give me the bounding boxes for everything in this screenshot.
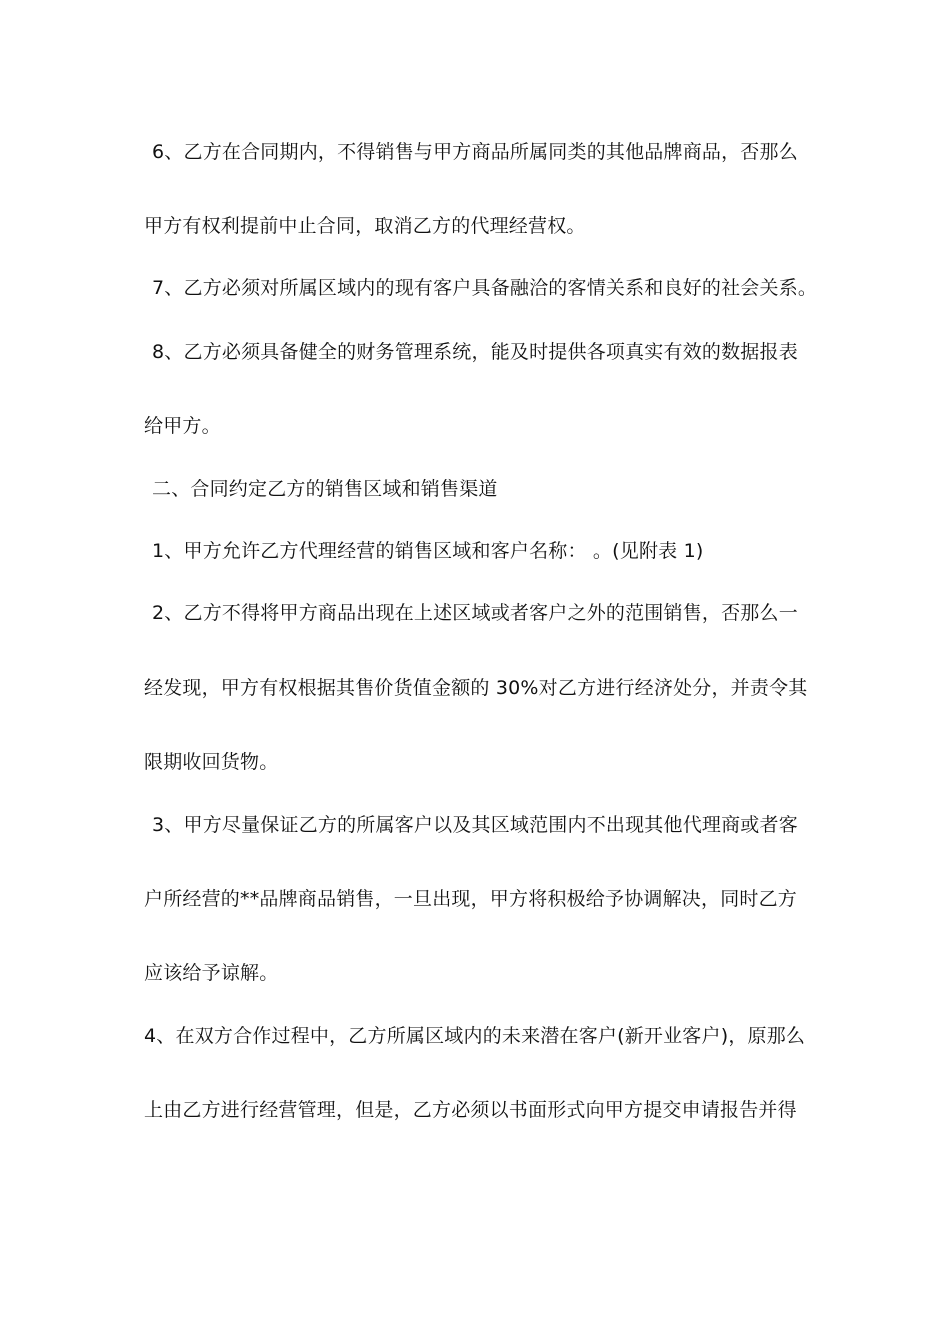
section2-clause-2-line-2: 经发现，甲方有权根据其售价货值金额的 30%对乙方进行经济处分，并责令其 xyxy=(144,677,808,699)
clause-6-line-1: 6、乙方在合同期内，不得销售与甲方商品所属同类的其他品牌商品，否那么 xyxy=(152,141,798,163)
clause-6-line-2: 甲方有权利提前中止合同，取消乙方的代理经营权。 xyxy=(144,215,586,237)
section2-clause-3-line-1: 3、甲方尽量保证乙方的所属客户以及其区域范围内不出现其他代理商或者客 xyxy=(152,814,798,836)
clause-8-line-1: 8、乙方必须具备健全的财务管理系统，能及时提供各项真实有效的数据报表 xyxy=(152,341,798,363)
section-heading-2: 二、合同约定乙方的销售区域和销售渠道 xyxy=(152,478,498,500)
clause-8-line-2: 给甲方。 xyxy=(144,415,221,437)
clause-7-line-1: 7、乙方必须对所属区域内的现有客户具备融洽的客情关系和良好的社会关系。 xyxy=(152,277,818,299)
section2-clause-3-line-3: 应该给予谅解。 xyxy=(144,962,279,984)
section2-clause-2-line-3: 限期收回货物。 xyxy=(144,751,279,773)
section2-clause-2-line-1: 2、乙方不得将甲方商品出现在上述区域或者客户之外的范围销售，否那么一 xyxy=(152,602,798,624)
section2-clause-4-line-2: 上由乙方进行经营管理，但是，乙方必须以书面形式向甲方提交申请报告并得 xyxy=(144,1099,797,1121)
section2-clause-3-line-2: 户所经营的**品牌商品销售，一旦出现，甲方将积极给予协调解决，同时乙方 xyxy=(144,888,798,910)
section2-clause-4-line-1: 4、在双方合作过程中，乙方所属区域内的未来潜在客户(新开业客户)，原那么 xyxy=(144,1025,806,1047)
section2-clause-1-line-1: 1、甲方允许乙方代理经营的销售区域和客户名称： 。(见附表 1) xyxy=(152,540,704,562)
